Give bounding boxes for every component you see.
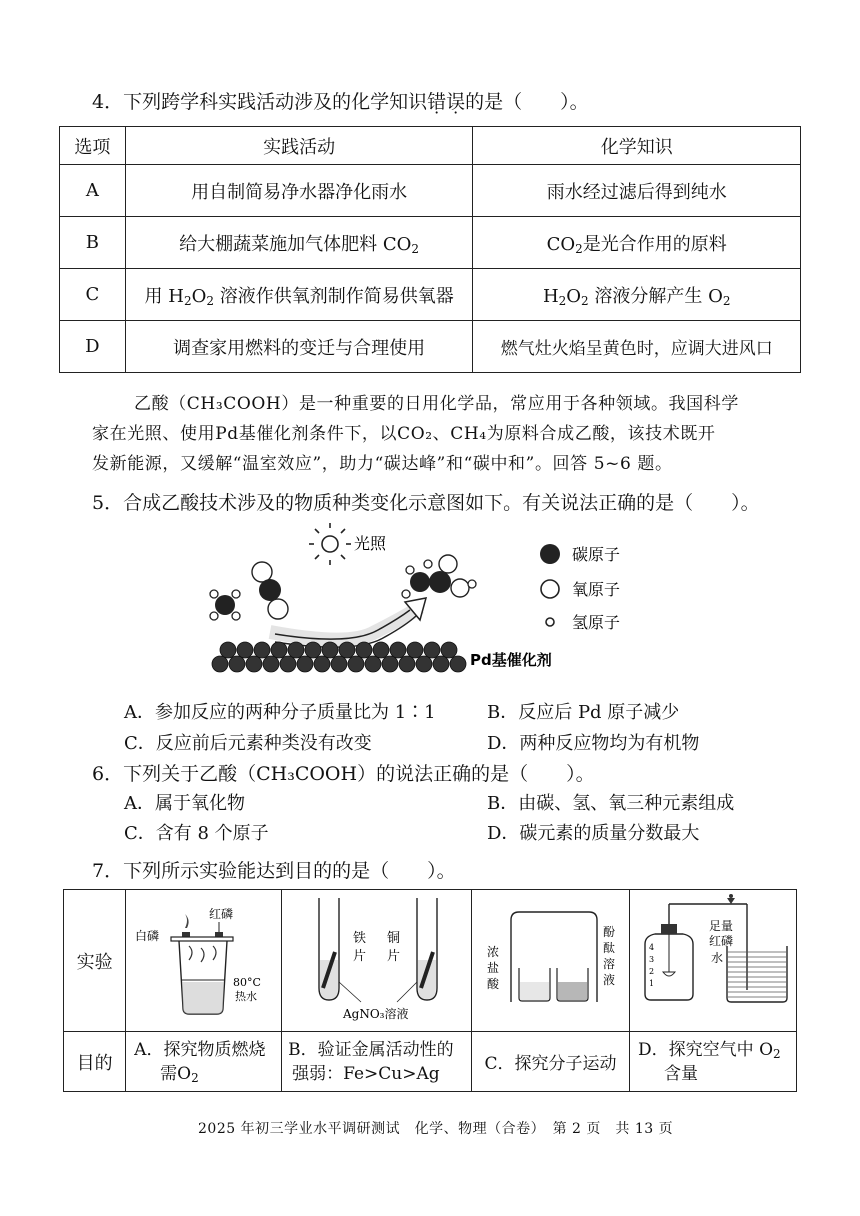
q4-row-b-activity-sub: 2 bbox=[411, 241, 420, 256]
exp-b-iron-label-2: 片 bbox=[352, 949, 366, 964]
legend bbox=[540, 544, 620, 632]
passage-line-2: 家在光照、使用Pd基催化剂条件下，以CO₂、CH₄为原料合成乙酸，该技术既开 bbox=[92, 424, 716, 444]
q7-purpose-d-line1 bbox=[638, 1038, 792, 1062]
q7-purpose-c: C．探究分子运动 bbox=[472, 1032, 630, 1092]
light-label: 光照 bbox=[354, 534, 387, 553]
q4-row-b bbox=[60, 217, 801, 269]
q5-stem-text: 合成乙酸技术涉及的物质种类变化示意图如下。有关说法正确的是（ ）。 bbox=[123, 492, 760, 514]
q4-row-c-activity-sub1: 2 bbox=[183, 293, 192, 308]
q4-row-b-option: B bbox=[60, 217, 126, 269]
exp-d-scale-2: 2 bbox=[648, 967, 654, 976]
q4-row-a-option: A bbox=[60, 165, 126, 217]
legend-hydrogen-icon bbox=[546, 618, 554, 626]
q4-row-c-option: C bbox=[60, 269, 126, 321]
q4-table bbox=[59, 126, 801, 373]
exp-d-water-label: 水 bbox=[710, 951, 723, 965]
exp-a-white-phosphorus-label: 白磷 bbox=[134, 929, 159, 943]
q5-option-d: D．两种反应物均为有机物 bbox=[487, 733, 700, 754]
passage-line-3: 发新能源，又缓解“温室效应”，助力“碳达峰”和“碳中和”。回答 5~6 题。 bbox=[92, 454, 673, 474]
exp-c-acid-label-1: 浓 bbox=[486, 945, 499, 959]
legend-hydrogen-label: 氢原子 bbox=[572, 613, 621, 632]
q4-row-b-knowledge-pre: CO bbox=[546, 233, 576, 255]
q7-purpose-a-line1: A．探究物质燃烧 bbox=[134, 1039, 266, 1060]
q4-row-b-activity bbox=[125, 217, 473, 269]
exp-c-acid-label-2: 盐 bbox=[486, 961, 499, 975]
q7-row-label-experiment: 实验 bbox=[64, 890, 126, 1032]
q4-header-row bbox=[60, 127, 801, 165]
q4-row-c-activity-sub2: 2 bbox=[206, 293, 214, 308]
water-beaker-icon bbox=[727, 946, 787, 1002]
q5-number: 5． bbox=[92, 492, 124, 514]
q4-row-b-knowledge-post: 是光合作用的原料 bbox=[582, 233, 727, 255]
acetic-acid-molecule bbox=[402, 555, 476, 598]
q5-stem bbox=[92, 491, 760, 515]
q7-purpose-a bbox=[126, 1032, 282, 1092]
catalyst-label: Pd基催化剂 bbox=[470, 651, 552, 669]
q4-row-a bbox=[60, 165, 801, 217]
q7-purpose-b bbox=[282, 1032, 472, 1092]
q4-row-c bbox=[60, 269, 801, 321]
passage-line-1: 乙酸（CH₃COOH）是一种重要的日用化学品，常应用于各种领域。我国科学 bbox=[134, 394, 739, 414]
exp-c-indicator-label-1: 酚 bbox=[602, 925, 615, 939]
q7-row-label-purpose: 目的 bbox=[64, 1032, 126, 1092]
q7-stem-text: 下列所示实验能达到目的的是（ ）。 bbox=[123, 860, 456, 882]
q4-row-c-knowledge-post: 溶液分解产生 O bbox=[588, 285, 723, 307]
q4-stem bbox=[92, 90, 589, 114]
q4-emphasis-char-1: 错 bbox=[427, 91, 447, 113]
q7-purpose-d bbox=[630, 1032, 797, 1092]
q7-purpose-b-line1: B．验证金属活动性的 bbox=[288, 1039, 454, 1060]
q7-exp-c-cell bbox=[472, 890, 630, 1032]
flame-icon bbox=[185, 914, 189, 928]
q7-purpose-a-line2-sub: 2 bbox=[191, 1070, 199, 1085]
legend-oxygen-icon bbox=[541, 580, 559, 598]
q7-purpose-d-line1-text: D．探究空气中 O bbox=[638, 1039, 774, 1060]
q7-number: 7． bbox=[92, 860, 124, 882]
q5-option-a: A．参加反应的两种分子质量比为 1∶1 bbox=[124, 702, 436, 723]
q7-purpose-d-line2: 含量 bbox=[664, 1063, 699, 1084]
q4-stem-text: 下列跨学科实践活动涉及的化学知识 bbox=[123, 91, 428, 113]
q5-reaction-diagram bbox=[200, 522, 660, 687]
q6-number: 6． bbox=[92, 763, 124, 785]
q4-row-d-activity: 调查家用燃料的变迁与合理使用 bbox=[125, 321, 473, 373]
methane-molecule bbox=[210, 590, 240, 620]
q4-row-c-knowledge-pre: H bbox=[542, 285, 559, 307]
exp-a-temperature-label: 80°C bbox=[232, 976, 261, 989]
q4-row-c-knowledge-sub2: 2 bbox=[581, 293, 589, 308]
q4-row-b-knowledge-sub: 2 bbox=[575, 241, 583, 256]
q6-option-a: A．属于氧化物 bbox=[124, 793, 245, 814]
q7-purpose-row bbox=[64, 1032, 797, 1092]
q6-stem-text: 下列关于乙酸（CH₃COOH）的说法正确的是（ ）。 bbox=[123, 763, 595, 785]
exp-d-red-phosphorus-label: 红磷 bbox=[708, 934, 733, 948]
exp-a-red-phosphorus-label: 红磷 bbox=[208, 907, 233, 921]
q6-stem bbox=[92, 762, 595, 786]
q4-row-a-activity: 用自制简易净水器净化雨水 bbox=[125, 165, 473, 217]
q7-exp-b-cell bbox=[282, 890, 472, 1032]
q4-row-b-activity-text: 给大棚蔬菜施加气体肥料 CO bbox=[179, 233, 412, 255]
q7-purpose-a-line2-text: 需O bbox=[160, 1063, 192, 1084]
exp-b-iron-label-1: 铁 bbox=[352, 931, 366, 946]
exp-b-copper-label-2: 片 bbox=[386, 949, 400, 964]
q4-row-a-knowledge: 雨水经过滤后得到纯水 bbox=[473, 165, 801, 217]
exp-d-scale-4: 4 bbox=[648, 943, 654, 952]
passage bbox=[92, 389, 812, 479]
exp-b-silver-nitrate-label: AgNO₃溶液 bbox=[342, 1007, 409, 1021]
q7-exp-d-cell bbox=[630, 890, 797, 1032]
q4-row-d-knowledge: 燃气灶火焰呈黄色时，应调大进风口 bbox=[473, 321, 801, 373]
q4-row-c-knowledge-mid: O bbox=[566, 285, 582, 307]
q5-option-c: C．反应前后元素种类没有改变 bbox=[124, 733, 372, 754]
copper-plate bbox=[171, 937, 233, 941]
oxygen-content-apparatus bbox=[631, 890, 796, 1026]
q4-row-c-knowledge bbox=[473, 269, 801, 321]
q4-number: 4． bbox=[92, 91, 124, 113]
exp-d-scale-3: 3 bbox=[648, 955, 654, 964]
exp-c-indicator-label-4: 液 bbox=[602, 973, 615, 987]
sun-icon bbox=[309, 523, 351, 565]
exp-d-sufficient-label: 足量 bbox=[708, 919, 733, 933]
legend-carbon-icon bbox=[540, 544, 560, 564]
co2-molecule bbox=[252, 562, 288, 619]
exp-a-hot-water-label: 热水 bbox=[234, 990, 257, 1003]
q7-experiment-row bbox=[64, 890, 797, 1032]
clamp-icon bbox=[727, 898, 735, 904]
metal-activity-apparatus bbox=[283, 890, 471, 1026]
legend-oxygen-label: 氧原子 bbox=[572, 580, 621, 599]
q4-header-option: 选项 bbox=[60, 127, 126, 165]
q4-header-activity: 实践活动 bbox=[125, 127, 473, 165]
page-footer: 2025 年初三学业水平调研测试 化学、物理（合卷） 第 2 页 共 13 页 bbox=[198, 1121, 674, 1137]
exp-c-indicator-label-3: 溶 bbox=[602, 957, 615, 971]
q7-stem bbox=[92, 859, 456, 883]
q6-option-b: B．由碳、氢、氧三种元素组成 bbox=[487, 793, 735, 814]
q4-row-c-activity-mid: O bbox=[191, 285, 207, 307]
q4-row-b-knowledge bbox=[473, 217, 801, 269]
q7-purpose-a-line2 bbox=[134, 1062, 277, 1086]
exp-b-copper-label-1: 铜 bbox=[386, 931, 400, 946]
exp-c-indicator-label-2: 酞 bbox=[602, 941, 615, 955]
q7-purpose-d-line1-sub: 2 bbox=[773, 1046, 781, 1061]
q6-option-c: C．含有 8 个原子 bbox=[124, 823, 269, 844]
q7-table bbox=[63, 889, 797, 1092]
q4-row-c-knowledge-sub3: 2 bbox=[722, 293, 731, 308]
exp-c-acid-label-3: 酸 bbox=[486, 977, 499, 991]
q5-option-b: B．反应后 Pd 原子减少 bbox=[487, 702, 680, 723]
q4-stem-end: 的是（ ）。 bbox=[465, 91, 589, 113]
q4-emphasis-char-2: 误 bbox=[446, 91, 466, 113]
q4-row-d-option: D bbox=[60, 321, 126, 373]
exp-d-scale-1: 1 bbox=[648, 979, 654, 988]
combustion-apparatus bbox=[127, 890, 281, 1026]
legend-carbon-label: 碳原子 bbox=[572, 545, 621, 564]
reaction-arrow-icon bbox=[270, 598, 426, 647]
q6-option-d: D．碳元素的质量分数最大 bbox=[487, 823, 700, 844]
q4-row-c-activity-pre: 用 H bbox=[144, 285, 184, 307]
q4-row-d bbox=[60, 321, 801, 373]
molecular-motion-apparatus bbox=[473, 890, 629, 1026]
q7-exp-a-cell bbox=[126, 890, 282, 1032]
q4-row-c-activity-post: 溶液作供氧剂制作简易供氧器 bbox=[213, 285, 454, 307]
q4-row-c-activity bbox=[125, 269, 473, 321]
q4-header-knowledge: 化学知识 bbox=[473, 127, 801, 165]
q4-row-c-knowledge-sub1: 2 bbox=[558, 293, 567, 308]
q7-purpose-b-line2: 强弱：Fe>Cu>Ag bbox=[292, 1063, 440, 1084]
